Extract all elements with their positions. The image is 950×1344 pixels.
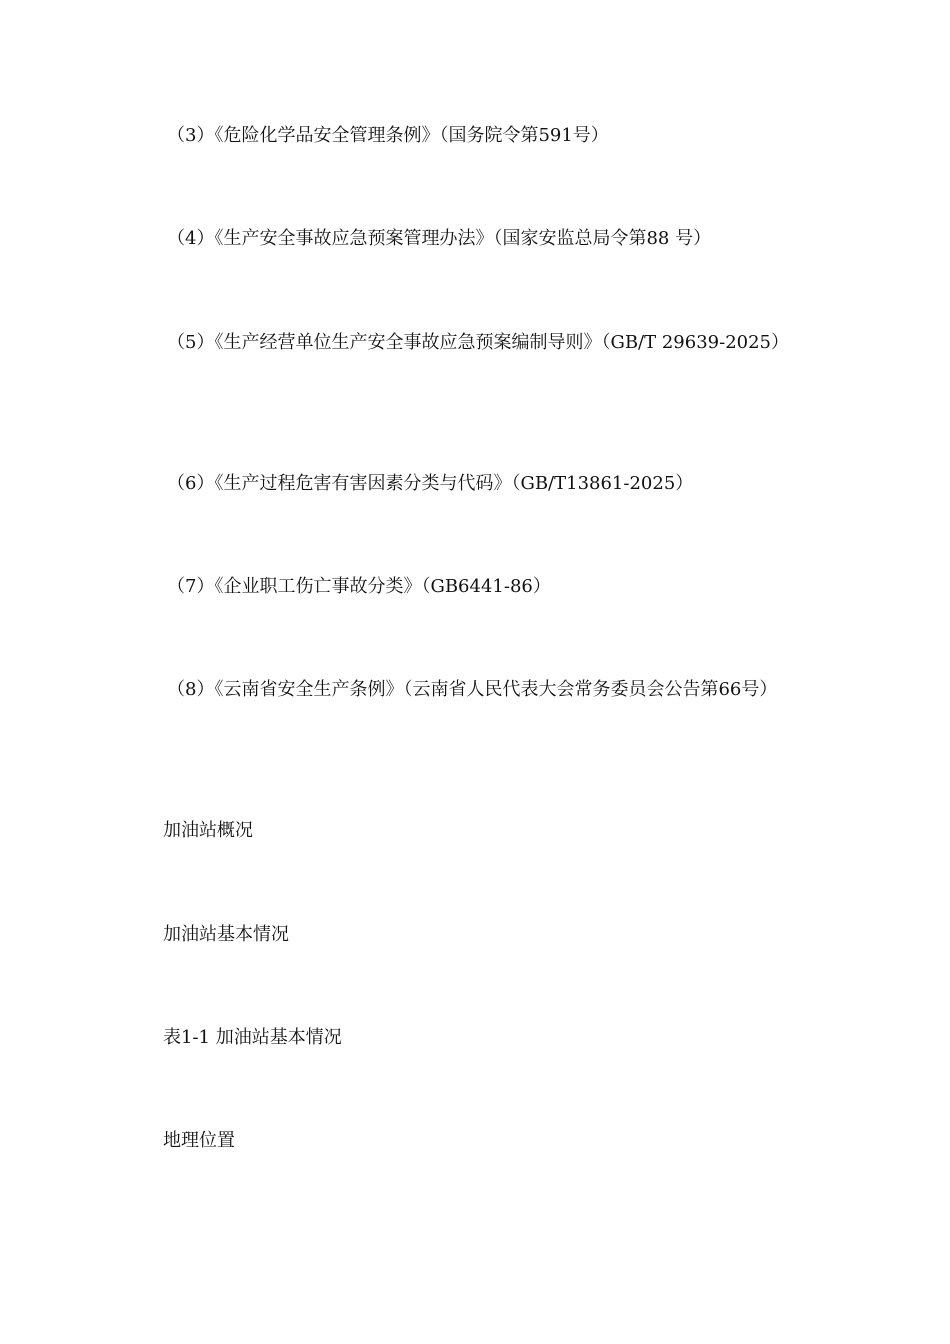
section-heading-station-basic-info: 加油站基本情况: [163, 924, 289, 945]
reference-item-3: （3）《危险化学品安全管理条例》（国务院令第591号）: [167, 125, 609, 146]
reference-item-8: （8）《云南省安全生产条例》（云南省人民代表大会常务委员会公告第66号）: [167, 679, 778, 700]
reference-item-6: （6）《生产过程危害有害因素分类与代码》（GB/T13861-2025）: [167, 473, 694, 494]
reference-item-4: （4）《生产安全事故应急预案管理办法》（国家安监总局令第88 号）: [167, 228, 712, 249]
section-heading-location: 地理位置: [163, 1130, 235, 1151]
reference-item-7: （7）《企业职工伤亡事故分类》（GB6441-86）: [167, 576, 551, 597]
section-heading-station-overview: 加油站概况: [163, 820, 253, 841]
reference-item-5: （5）《生产经营单位生产安全事故应急预案编制导则》（GB/T 29639-2025）: [167, 332, 789, 353]
table-caption: 表1-1 加油站基本情况: [163, 1027, 342, 1048]
